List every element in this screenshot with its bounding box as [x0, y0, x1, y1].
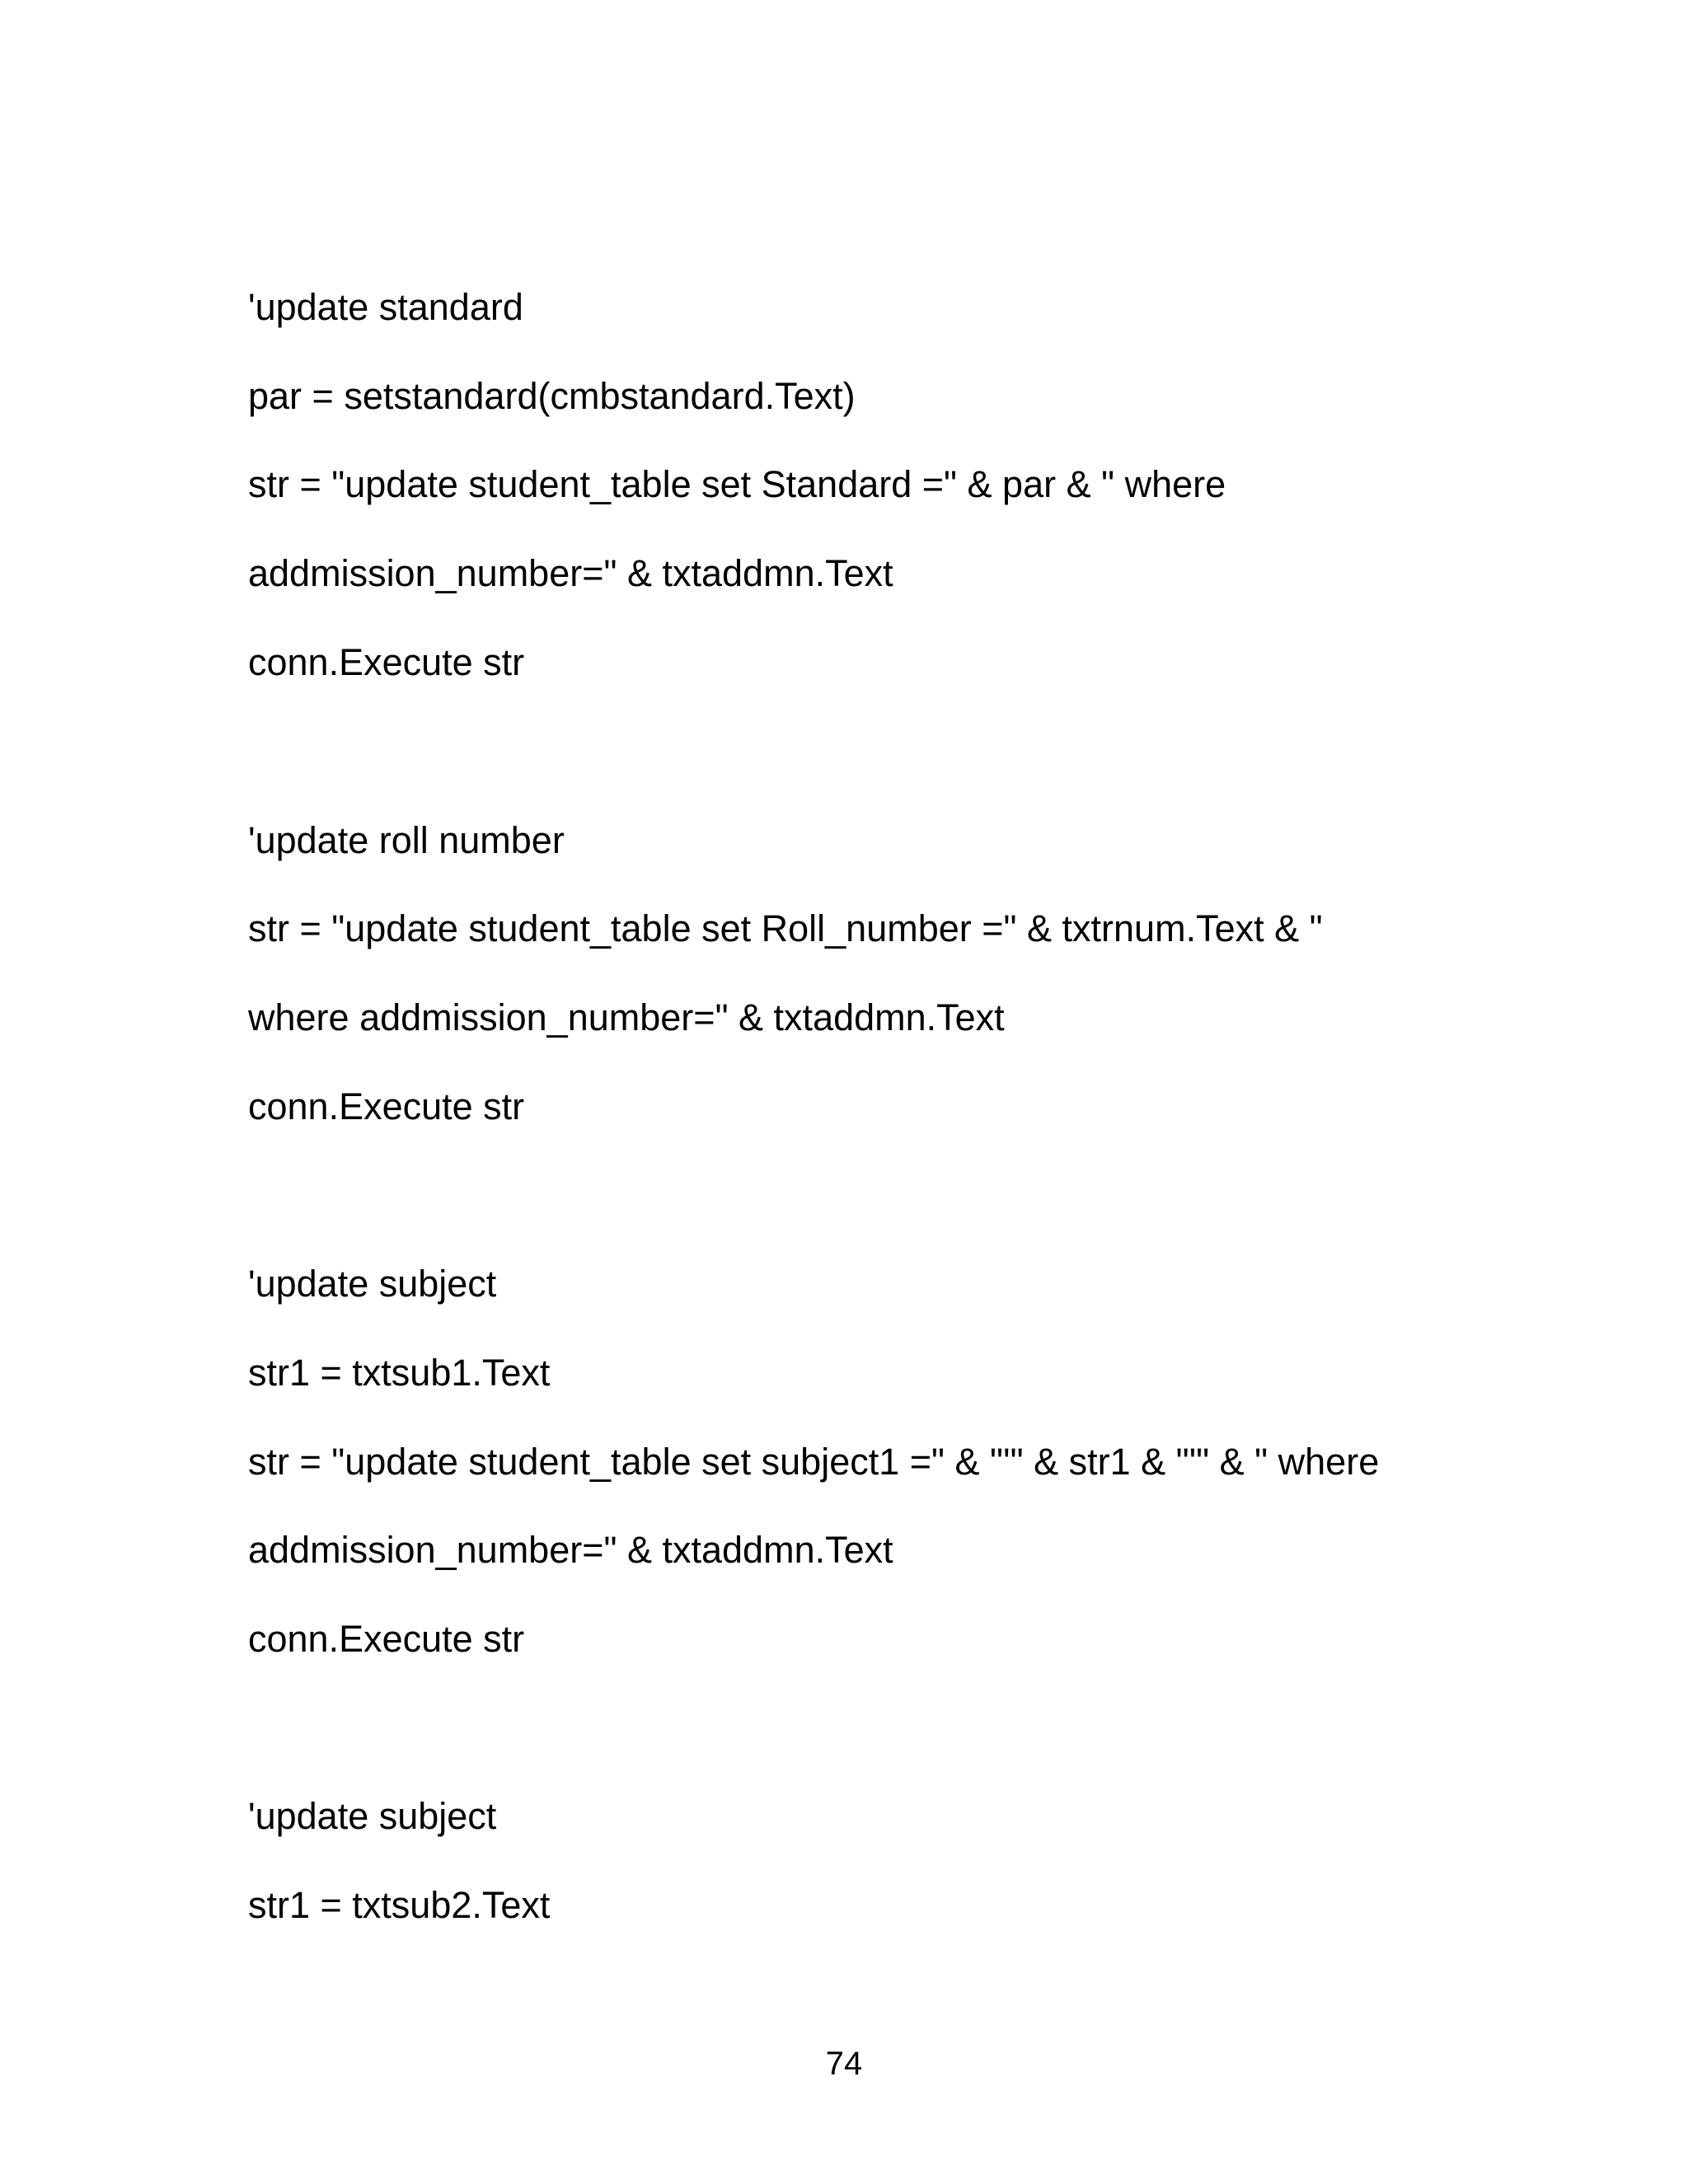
code-comment: 'update roll number: [248, 819, 565, 861]
code-line: str1 = txtsub1.Text: [248, 1352, 551, 1394]
code-line: str = "update student_table set Standard =" & par & " where: [248, 463, 1226, 505]
code-line: str1 = txtsub2.Text: [248, 1884, 551, 1926]
code-line: str = "update student_table set subject1 =" & "'" & str1 & "'" & " where: [248, 1441, 1380, 1483]
code-comment: 'update subject: [248, 1795, 497, 1837]
code-line: par = setstandard(cmbstandard.Text): [248, 375, 856, 417]
code-line: conn.Execute str: [248, 1085, 525, 1127]
code-comment: 'update subject: [248, 1263, 497, 1305]
code-line: conn.Execute str: [248, 641, 525, 683]
code-line: conn.Execute str: [248, 1618, 525, 1660]
code-line: addmission_number=" & txtaddmn.Text: [248, 552, 893, 594]
code-comment: 'update standard: [248, 286, 523, 328]
page-number: 74: [825, 2046, 863, 2082]
code-line: where addmission_number=" & txtaddmn.Text: [248, 996, 1005, 1038]
code-line: addmission_number=" & txtaddmn.Text: [248, 1529, 893, 1571]
code-line: str = "update student_table set Roll_number =" & txtrnum.Text & ": [248, 907, 1323, 949]
